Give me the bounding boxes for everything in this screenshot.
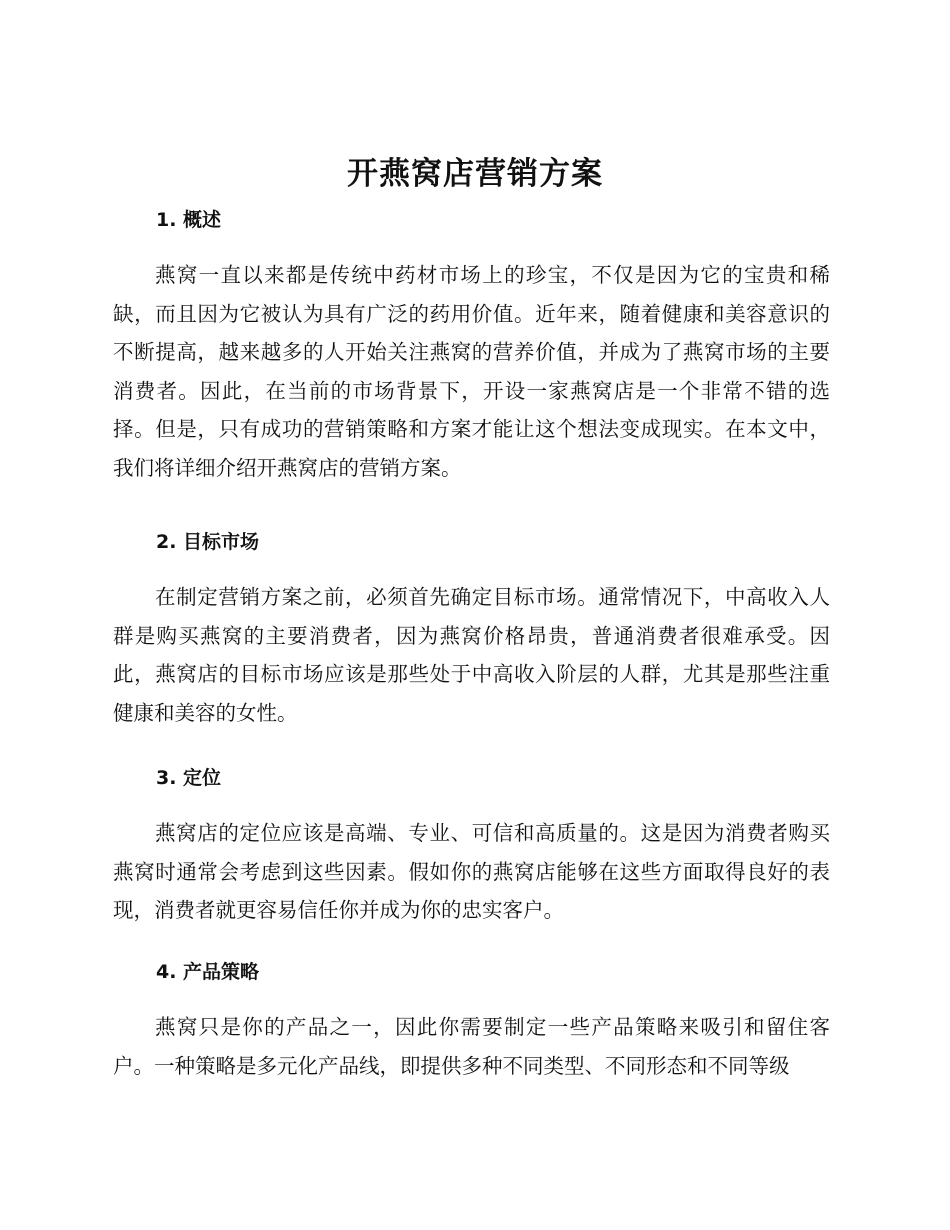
section-body-target-market: 在制定营销方案之前，必须首先确定目标市场。通常情况下，中高收入人群是购买燕窝的主要消费者，因为燕窝价格昂贵，普通消费者很难承受。因此，燕窝店的目标市场应该是那些处于中高收入阶层的人群，尤其是那些注重健康和美容的女性。 [113, 585, 830, 725]
section-heading-positioning: 3. 定位 [156, 767, 222, 789]
section-heading-overview: 1. 概述 [156, 209, 222, 231]
section-body-product-strategy: 燕窝只是你的产品之一，因此你需要制定一些产品策略来吸引和留住客户。一种策略是多元化产品线，即提供多种不同类型、不同形态和不同等级 [113, 1015, 830, 1078]
section-body-positioning: 燕窝店的定位应该是高端、专业、可信和高质量的。这是因为消费者购买燕窝时通常会考虑到这些因素。假如你的燕窝店能够在这些方面取得良好的表现，消费者就更容易信任你并成为你的忠实客户。 [113, 821, 830, 923]
section-heading-product-strategy: 4. 产品策略 [156, 961, 260, 983]
section-heading-target-market: 2. 目标市场 [156, 531, 260, 553]
document-title: 开燕窝店营销方案 [347, 156, 603, 192]
section-body-overview: 燕窝一直以来都是传统中药材市场上的珍宝，不仅是因为它的宝贵和稀缺，而且因为它被认为具有广泛的药用价值。近年来，随着健康和美容意识的不断提高，越来越多的人开始关注燕窝的营养价值，并成为了燕窝市场的主要消费者。因此，在当前的市场背景下，开设一家燕窝店是一个非常不错的选择。但是，只有成功的营销策略和方案才能让这个想法变成现实。在本文中，我们将详细介绍开燕窝店的营销方案。 [113, 263, 830, 480]
